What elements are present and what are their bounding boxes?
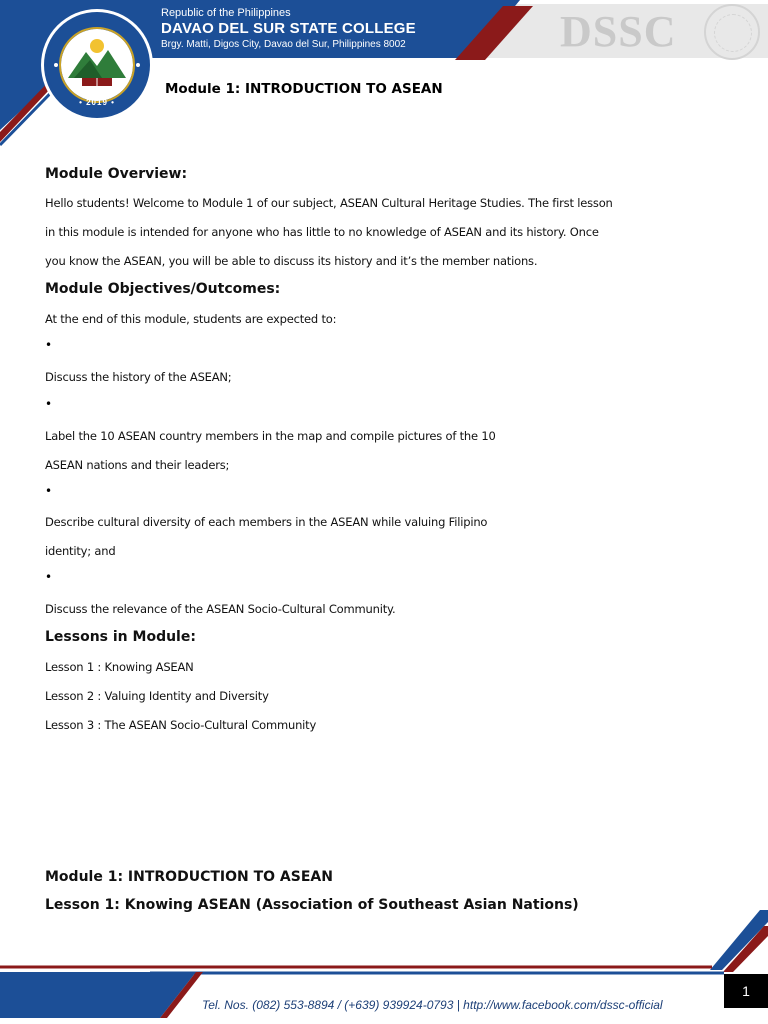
lesson-item: Lesson 2 : Valuing Identity and Diversity [45,689,269,703]
lessons-heading: Lessons in Module: [45,629,196,645]
seal-year: • 2019 • [79,98,115,107]
objective-item: Describe cultural diversity of each members in the ASEAN while valuing Filipino [45,515,488,529]
module-heading: Module 1: INTRODUCTION TO ASEAN [45,869,333,885]
republic-label: Republic of the Philippines [161,7,291,19]
college-address: Brgy. Matti, Digos City, Davao del Sur, Philippines 8002 [161,39,406,50]
lesson-item: Lesson 3 : The ASEAN Socio-Cultural Community [45,718,317,732]
lesson-item: Lesson 1 : Knowing ASEAN [45,660,194,674]
objectives-intro: At the end of this module, students are expected to: [45,312,337,326]
lesson-heading: Lesson 1: Knowing ASEAN (Association of Southeast Asian Nations) [45,897,579,913]
footer-contact: Tel. Nos. (082) 553-8894 / (+639) 939924-0793 | http://www.facebook.com/dssc-official [202,998,663,1012]
objective-item: identity; and [45,544,116,558]
objective-item: ASEAN nations and their leaders; [45,458,230,472]
page-footer [0,900,768,1024]
bullet-icon: • [45,397,53,411]
overview-line: you know the ASEAN, you will be able to discuss its history and it’s the member nations. [45,254,538,268]
objective-item: Label the 10 ASEAN country members in the map and compile pictures of the 10 [45,429,496,443]
overview-line: Hello students! Welcome to Module 1 of our subject, ASEAN Cultural Heritage Studies. The first lesson [45,196,613,210]
dssc-wordmark: DSSC [560,7,677,56]
college-seal-logo [44,12,150,118]
objective-item: Discuss the history of the ASEAN; [45,370,232,384]
page-header [0,0,768,150]
bullet-icon: • [45,338,53,352]
header-module-title: Module 1: INTRODUCTION TO ASEAN [165,81,443,97]
objectives-heading: Module Objectives/Outcomes: [45,281,281,297]
college-name: DAVAO DEL SUR STATE COLLEGE [161,20,416,37]
objective-item: Discuss the relevance of the ASEAN Socio-Cultural Community. [45,602,396,616]
seal-watermark-icon [704,4,760,60]
overview-heading: Module Overview: [45,166,188,182]
bullet-icon: • [45,570,53,584]
bullet-icon: • [45,484,53,498]
page-number: 1 [724,974,768,1008]
overview-line: in this module is intended for anyone who has little to no knowledge of ASEAN and its history. Once [45,225,599,239]
